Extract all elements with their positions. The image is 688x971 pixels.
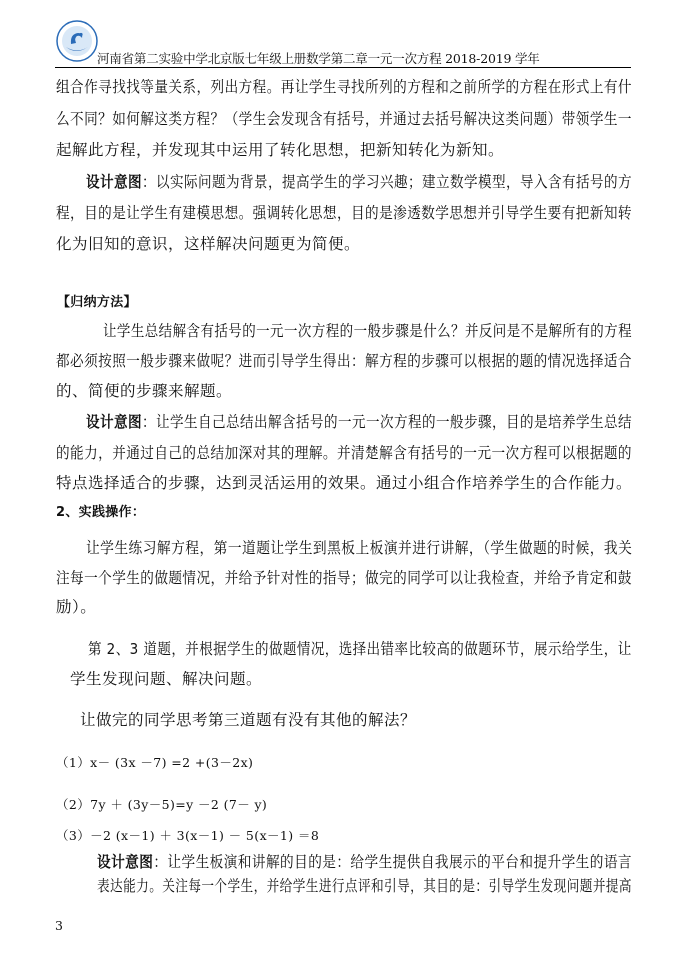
body-line: 起解此方程，并发现其中运用了转化思想，把新知转化为新知。 — [56, 141, 505, 159]
body-line: 让做完的同学思考第三道题有没有其他的解法？ — [80, 711, 417, 729]
body-line: 让学生练习解方程，第一道题让学生到黑板上板演并进行讲解，（学生做题的时候，我关 — [86, 539, 633, 557]
body-line: 的、简便的步骤来解题。 — [56, 382, 233, 400]
design-intent-3 — [97, 852, 632, 872]
body-line: 程，目的是让学生有建模思想。强调转化思想，目的是渗透数学思想并引导学生要有把新知转 — [56, 204, 632, 222]
page-number: 3 — [55, 918, 63, 933]
equation-1: （1）x－ (3x －7) =2 +(3－2x) — [56, 755, 254, 770]
body-line: 表达能力。关注每一个学生，并给学生进行点评和引导，其目的是：引导学生发现问题并提高 — [97, 877, 632, 895]
design-intent-2 — [86, 412, 632, 432]
design-intent-label: 设计意图 — [97, 853, 154, 871]
design-intent-label: 设计意图 — [86, 413, 143, 431]
body-line: 都必须按照一般步骤来做呢？进而引导学生得出：解方程的步骤可以根据的题的情况选择适合 — [56, 352, 632, 370]
body-line: 第 2、3 道题，并根据学生的做题情况，选择出错率比较高的做题环节，展示给学生，让 — [88, 640, 632, 658]
design-intent-label: 设计意图 — [86, 173, 143, 191]
equation-2: （2）7y ＋ (3y－5)=y －2 (7－ y) — [56, 797, 268, 812]
body-line: 么不同？如何解这类方程？（学生会发现含有括号，并通过去括号解决这类问题）带领学生一 — [56, 110, 632, 128]
body-line: 注每一个学生的做题情况，并给予针对性的指导；做完的同学可以让我检查，并给予肯定和鼓 — [56, 569, 632, 587]
document-header: 河南省第二实验中学北京版七年级上册数学第二章一元一次方程 2018-2019 学年 — [97, 51, 540, 66]
body-line: 让学生总结解含有括号的一元一次方程的一般步骤是什么？并反问是不是解所有的方程 — [103, 322, 633, 340]
section-heading-method: 【归纳方法】 — [57, 295, 137, 310]
body-line: 组合作寻找找等量关系，列出方程。再让学生寻找所列的方程和之前所学的方程在形式上有什 — [56, 78, 632, 96]
body-line: 化为旧知的意识，这样解决问题更为简便。 — [56, 235, 361, 253]
body-line: 特点选择适合的步骤，达到灵活运用的效果。通过小组合作培养学生的合作能力。 — [56, 474, 633, 492]
design-intent-text: ：以实际问题为背景，提高学生的学习兴趣；建立数学模型，导入含有括号的方 — [142, 173, 633, 191]
body-line: 学生发现问题、解决问题。 — [70, 670, 263, 688]
header-divider — [55, 67, 631, 68]
design-intent-1 — [86, 172, 632, 192]
design-intent-text: ：让学生自己总结出解含括号的一元一次方程的一般步骤，目的是培养学生总结 — [142, 413, 633, 431]
section-heading-practice: 2、实践操作： — [56, 505, 146, 520]
body-line: 励）。 — [56, 598, 97, 616]
body-line: 的能力，并通过自己的总结加深对其的理解。并清楚解含有括号的一元一次方程可以根据题的 — [56, 444, 632, 462]
equation-3: （3）－2 (x－1) ＋ 3(x－1) － 5(x－1) ＝8 — [56, 828, 320, 843]
school-logo — [56, 20, 98, 62]
design-intent-text: ：让学生板演和讲解的目的是：给学生提供自我展示的平台和提升学生的语言 — [153, 853, 633, 871]
